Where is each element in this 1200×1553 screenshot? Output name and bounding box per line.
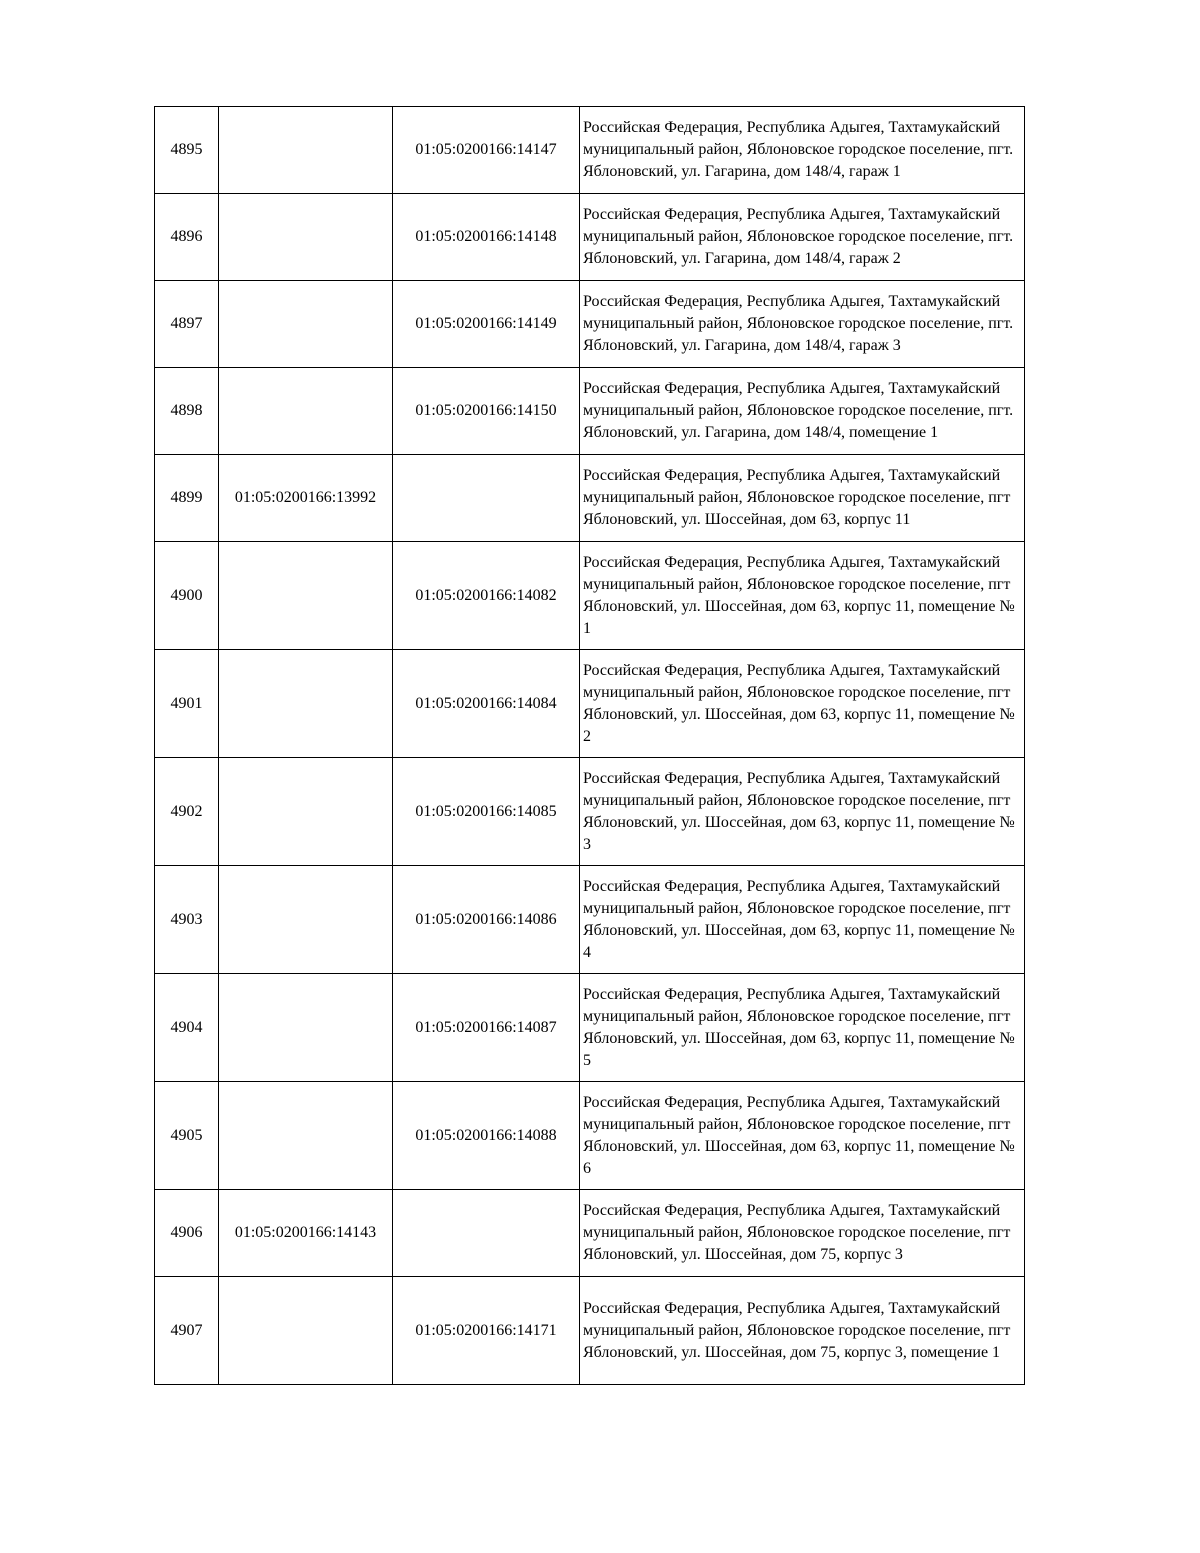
address-cell: Российская Федерация, Республика Адыгея, Тахтамукайский муниципальный район, Яблоновское городское поселение, пгт. Яблоновский, ул. Гагарина, дом 148/4, гараж 2 [580,194,1025,281]
row-number: 4899 [155,455,219,542]
object-cadastral-number: 01:05:0200166:14148 [393,194,580,281]
table-row [155,650,1025,758]
parcel-cadastral-number [219,650,393,758]
row-number: 4895 [155,107,219,194]
object-cadastral-number: 01:05:0200166:14087 [393,974,580,1082]
table-row [155,194,1025,281]
row-number: 4898 [155,368,219,455]
address-cell: Российская Федерация, Республика Адыгея, Тахтамукайский муниципальный район, Яблоновское городское поселение, пгт Яблоновский, ул. Шоссейная, дом 63, корпус 11, помещение № 5 [580,974,1025,1082]
table-row [155,1082,1025,1190]
parcel-cadastral-number [219,974,393,1082]
registry-table-body [155,107,1025,1385]
address-cell: Российская Федерация, Республика Адыгея, Тахтамукайский муниципальный район, Яблоновское городское поселение, пгт. Яблоновский, ул. Гагарина, дом 148/4, гараж 3 [580,281,1025,368]
address-cell: Российская Федерация, Республика Адыгея, Тахтамукайский муниципальный район, Яблоновское городское поселение, пгт Яблоновский, ул. Шоссейная, дом 75, корпус 3, помещение 1 [580,1277,1025,1385]
object-cadastral-number: 01:05:0200166:14171 [393,1277,580,1385]
row-number: 4897 [155,281,219,368]
object-cadastral-number: 01:05:0200166:14086 [393,866,580,974]
row-number: 4901 [155,650,219,758]
row-number: 4905 [155,1082,219,1190]
registry-table [154,106,1025,1385]
address-cell: Российская Федерация, Республика Адыгея, Тахтамукайский муниципальный район, Яблоновское городское поселение, пгт. Яблоновский, ул. Гагарина, дом 148/4, гараж 1 [580,107,1025,194]
parcel-cadastral-number: 01:05:0200166:13992 [219,455,393,542]
object-cadastral-number: 01:05:0200166:14084 [393,650,580,758]
row-number: 4900 [155,542,219,650]
table-row [155,1190,1025,1277]
parcel-cadastral-number [219,281,393,368]
object-cadastral-number: 01:05:0200166:14149 [393,281,580,368]
row-number: 4896 [155,194,219,281]
table-row [155,455,1025,542]
object-cadastral-number: 01:05:0200166:14085 [393,758,580,866]
parcel-cadastral-number [219,1277,393,1385]
row-number: 4902 [155,758,219,866]
parcel-cadastral-number [219,194,393,281]
address-cell: Российская Федерация, Республика Адыгея, Тахтамукайский муниципальный район, Яблоновское городское поселение, пгт Яблоновский, ул. Шоссейная, дом 63, корпус 11, помещение № 1 [580,542,1025,650]
table-row [155,281,1025,368]
parcel-cadastral-number [219,542,393,650]
object-cadastral-number: 01:05:0200166:14147 [393,107,580,194]
address-cell: Российская Федерация, Республика Адыгея, Тахтамукайский муниципальный район, Яблоновское городское поселение, пгт Яблоновский, ул. Шоссейная, дом 63, корпус 11, помещение № 2 [580,650,1025,758]
row-number: 4903 [155,866,219,974]
address-cell: Российская Федерация, Республика Адыгея, Тахтамукайский муниципальный район, Яблоновское городское поселение, пгт. Яблоновский, ул. Гагарина, дом 148/4, помещение 1 [580,368,1025,455]
address-cell: Российская Федерация, Республика Адыгея, Тахтамукайский муниципальный район, Яблоновское городское поселение, пгт Яблоновский, ул. Шоссейная, дом 63, корпус 11, помещение № 4 [580,866,1025,974]
table-row [155,866,1025,974]
address-cell: Российская Федерация, Республика Адыгея, Тахтамукайский муниципальный район, Яблоновское городское поселение, пгт Яблоновский, ул. Шоссейная, дом 63, корпус 11, помещение № 3 [580,758,1025,866]
parcel-cadastral-number [219,866,393,974]
parcel-cadastral-number [219,1082,393,1190]
address-cell: Российская Федерация, Республика Адыгея, Тахтамукайский муниципальный район, Яблоновское городское поселение, пгт Яблоновский, ул. Шоссейная, дом 63, корпус 11 [580,455,1025,542]
row-number: 4906 [155,1190,219,1277]
table-row [155,107,1025,194]
table-row [155,1277,1025,1385]
table-row [155,758,1025,866]
row-number: 4904 [155,974,219,1082]
table-row [155,368,1025,455]
object-cadastral-number [393,1190,580,1277]
parcel-cadastral-number [219,107,393,194]
object-cadastral-number: 01:05:0200166:14088 [393,1082,580,1190]
row-number: 4907 [155,1277,219,1385]
parcel-cadastral-number: 01:05:0200166:14143 [219,1190,393,1277]
address-cell: Российская Федерация, Республика Адыгея, Тахтамукайский муниципальный район, Яблоновское городское поселение, пгт Яблоновский, ул. Шоссейная, дом 75, корпус 3 [580,1190,1025,1277]
table-row [155,542,1025,650]
parcel-cadastral-number [219,368,393,455]
table-row [155,974,1025,1082]
parcel-cadastral-number [219,758,393,866]
address-cell: Российская Федерация, Республика Адыгея, Тахтамукайский муниципальный район, Яблоновское городское поселение, пгт Яблоновский, ул. Шоссейная, дом 63, корпус 11, помещение № 6 [580,1082,1025,1190]
object-cadastral-number: 01:05:0200166:14150 [393,368,580,455]
object-cadastral-number: 01:05:0200166:14082 [393,542,580,650]
object-cadastral-number [393,455,580,542]
